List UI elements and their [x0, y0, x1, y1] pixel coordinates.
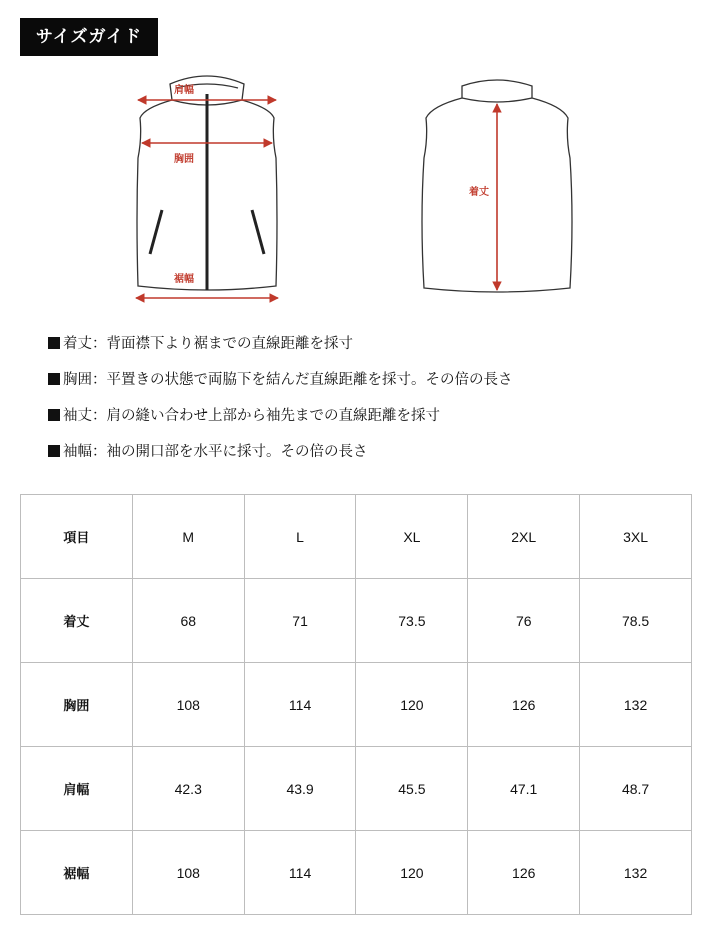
- table-header-row: [21, 495, 692, 579]
- table-row: [21, 831, 692, 915]
- table-row: [21, 663, 692, 747]
- header-cell-item: 項目: [21, 495, 133, 579]
- note-item: [48, 440, 513, 476]
- row-label: 着丈: [21, 579, 133, 663]
- table-cell: 114: [244, 831, 356, 915]
- note-item: [48, 332, 513, 368]
- note-text: 胸囲：平置きの状態で両脇下を結んだ直線距離を採寸。その倍の長さ: [63, 372, 513, 388]
- table-cell: 68: [132, 579, 244, 663]
- header-cell-size: L: [244, 495, 356, 579]
- table-cell: 114: [244, 663, 356, 747]
- table-cell: 71: [244, 579, 356, 663]
- square-bullet-icon: [48, 337, 60, 349]
- left-pocket: [150, 210, 162, 254]
- header-cell-size: XL: [356, 495, 468, 579]
- page-title: サイズガイド: [20, 18, 158, 56]
- table-cell: 132: [580, 663, 692, 747]
- vest-diagram: [0, 70, 712, 310]
- note-text: 袖幅：袖の開口部を水平に採寸。その倍の長さ: [63, 444, 368, 460]
- header-cell-size: 2XL: [468, 495, 580, 579]
- hem-label: 裾幅: [174, 274, 194, 285]
- table-cell: 48.7: [580, 747, 692, 831]
- table-cell: 73.5: [356, 579, 468, 663]
- table-cell: 108: [132, 831, 244, 915]
- row-label: 肩幅: [21, 747, 133, 831]
- header-cell-size: 3XL: [580, 495, 692, 579]
- table-cell: 42.3: [132, 747, 244, 831]
- square-bullet-icon: [48, 409, 60, 421]
- table-row: [21, 747, 692, 831]
- note-item: [48, 368, 513, 404]
- table-cell: 120: [356, 831, 468, 915]
- table-cell: 47.1: [468, 747, 580, 831]
- shoulder-label: 肩幅: [174, 85, 194, 96]
- chest-label: 胸囲: [174, 154, 194, 165]
- table-cell: 120: [356, 663, 468, 747]
- table-cell: 78.5: [580, 579, 692, 663]
- measurement-notes: [48, 332, 513, 476]
- square-bullet-icon: [48, 445, 60, 457]
- note-item: [48, 404, 513, 440]
- table-cell: 45.5: [356, 747, 468, 831]
- header-cell-size: M: [132, 495, 244, 579]
- row-label: 裾幅: [21, 831, 133, 915]
- table-cell: 126: [468, 831, 580, 915]
- table-row: [21, 579, 692, 663]
- table-cell: 108: [132, 663, 244, 747]
- table-cell: 43.9: [244, 747, 356, 831]
- right-pocket: [252, 210, 264, 254]
- row-label: 胸囲: [21, 663, 133, 747]
- table-cell: 132: [580, 831, 692, 915]
- square-bullet-icon: [48, 373, 60, 385]
- table-cell: 126: [468, 663, 580, 747]
- size-table: [20, 494, 692, 915]
- note-text: 袖丈：肩の縫い合わせ上部から袖先までの直線距離を採寸: [63, 408, 440, 424]
- note-text: 着丈：背面襟下より裾までの直線距離を採寸: [63, 336, 353, 352]
- table-cell: 76: [468, 579, 580, 663]
- length-label: 着丈: [469, 187, 489, 198]
